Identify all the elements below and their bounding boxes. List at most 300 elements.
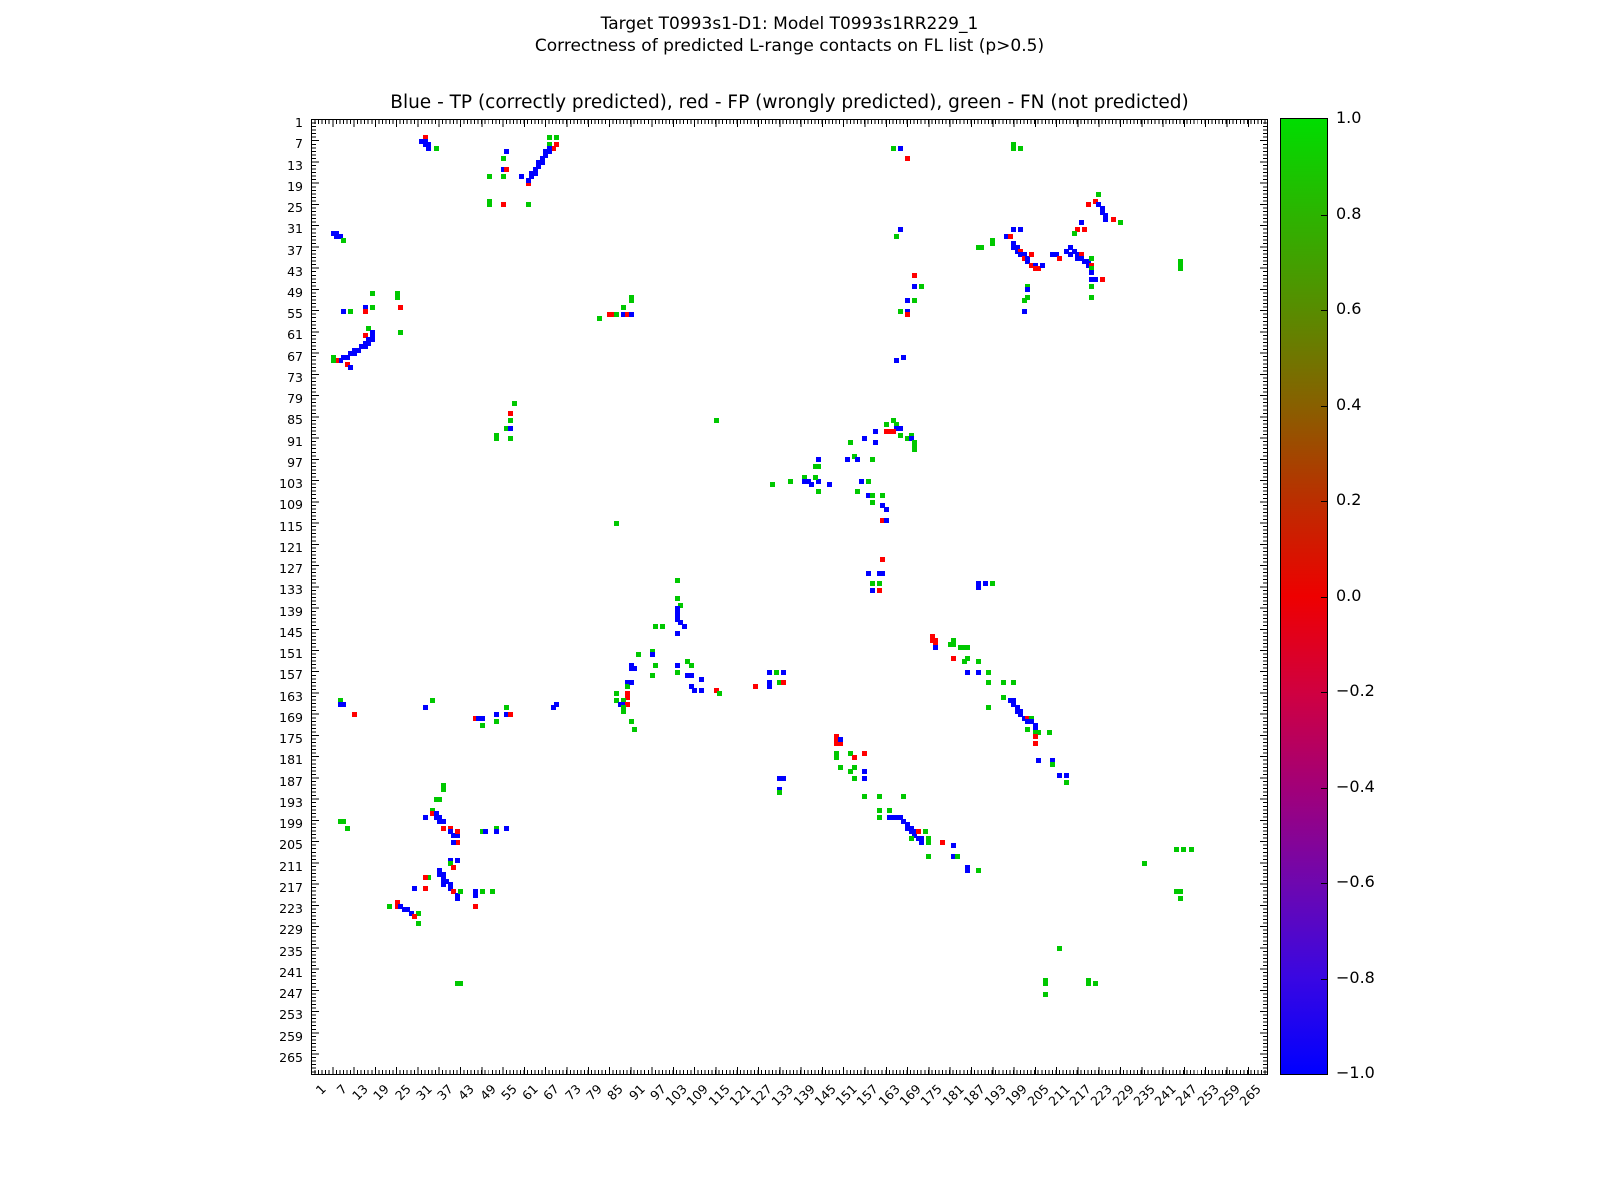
data-point xyxy=(621,709,626,714)
data-point xyxy=(781,680,786,685)
data-point xyxy=(919,284,924,289)
data-point xyxy=(1040,263,1045,268)
data-point xyxy=(1178,266,1183,271)
x-tick-label: 121 xyxy=(726,1081,754,1109)
data-point xyxy=(1174,847,1179,852)
data-point xyxy=(494,829,499,834)
data-point xyxy=(554,702,559,707)
data-point xyxy=(692,688,697,693)
data-point xyxy=(923,829,928,834)
x-tick-label: 265 xyxy=(1236,1081,1265,1109)
data-point xyxy=(834,755,839,760)
data-point xyxy=(437,797,442,802)
data-point xyxy=(848,769,853,774)
data-point xyxy=(898,309,903,314)
data-point xyxy=(675,663,680,668)
colorbar-tick xyxy=(1321,979,1327,980)
data-point xyxy=(636,652,641,657)
data-point xyxy=(717,691,722,696)
data-point xyxy=(976,585,981,590)
data-point xyxy=(894,358,899,363)
y-tick-label: 43 xyxy=(287,263,303,279)
data-point xyxy=(884,507,889,512)
data-point xyxy=(1086,202,1091,207)
data-point xyxy=(597,316,602,321)
x-tick-label: 91 xyxy=(625,1081,648,1104)
y-tick-label: 115 xyxy=(279,518,303,534)
data-point xyxy=(660,624,665,629)
data-point xyxy=(848,440,853,445)
colorbar-tick xyxy=(1321,883,1327,884)
data-point xyxy=(547,135,552,140)
colorbar-tick-label: −1.0 xyxy=(1336,1063,1375,1082)
colorbar-tick-label: −0.4 xyxy=(1336,776,1375,796)
bottom-axis-ticks xyxy=(312,1067,1267,1074)
data-point xyxy=(781,776,786,781)
data-point xyxy=(873,440,878,445)
data-point xyxy=(870,493,875,498)
data-point xyxy=(877,815,882,820)
data-point xyxy=(880,493,885,498)
data-point xyxy=(1181,847,1186,852)
data-point xyxy=(331,358,336,363)
y-tick-label: 193 xyxy=(279,794,303,810)
colorbar-tick-label: 1.0 xyxy=(1336,108,1362,127)
data-point xyxy=(458,889,463,894)
data-point xyxy=(554,135,559,140)
colorbar-tick-label: 0.2 xyxy=(1336,490,1362,509)
data-point xyxy=(675,631,680,636)
data-point xyxy=(1100,277,1105,282)
x-tick-label: 205 xyxy=(1024,1081,1052,1109)
data-point xyxy=(813,475,818,480)
data-point xyxy=(494,712,499,717)
data-point xyxy=(1001,695,1006,700)
data-point xyxy=(1093,277,1098,282)
data-point xyxy=(926,840,931,845)
x-tick-label: 247 xyxy=(1172,1081,1201,1109)
data-point xyxy=(898,426,903,431)
data-point xyxy=(912,447,917,452)
x-tick-label: 229 xyxy=(1109,1081,1137,1109)
x-tick-label: 43 xyxy=(455,1081,478,1104)
data-point xyxy=(370,305,375,310)
data-point xyxy=(1103,217,1108,222)
data-point xyxy=(1011,146,1016,151)
data-point xyxy=(870,581,875,586)
data-point xyxy=(494,436,499,441)
data-point xyxy=(1025,727,1030,732)
data-point xyxy=(955,854,960,859)
axes-title: Blue - TP (correctly predicted), red - FP (wrongly predicted), green - FN (not predicted) xyxy=(390,92,1189,113)
data-point xyxy=(1043,992,1048,997)
x-tick-label: 37 xyxy=(434,1081,457,1104)
y-tick-label: 61 xyxy=(287,327,303,343)
y-tick-label: 247 xyxy=(279,986,303,1002)
y-tick-label: 169 xyxy=(279,709,303,725)
data-point xyxy=(916,829,921,834)
data-point xyxy=(862,769,867,774)
data-point xyxy=(653,663,658,668)
colorbar-tick xyxy=(1321,310,1327,311)
data-point xyxy=(827,482,832,487)
data-point xyxy=(905,312,910,317)
right-axis-ticks xyxy=(1260,120,1267,1074)
x-tick-label: 199 xyxy=(1002,1081,1031,1109)
data-point xyxy=(480,716,485,721)
y-tick-label: 7 xyxy=(295,136,303,152)
data-point xyxy=(473,893,478,898)
data-point xyxy=(423,875,428,880)
data-point xyxy=(508,418,513,423)
x-tick-label: 7 xyxy=(333,1081,350,1098)
y-tick-label: 223 xyxy=(279,901,303,917)
x-tick-label: 175 xyxy=(917,1081,946,1109)
data-point xyxy=(838,765,843,770)
data-point xyxy=(689,663,694,668)
y-tick-label: 187 xyxy=(279,773,303,789)
x-tick-label: 157 xyxy=(853,1081,882,1109)
data-point xyxy=(880,557,885,562)
data-point xyxy=(933,645,938,650)
x-tick-label: 139 xyxy=(790,1081,818,1109)
x-tick-label: 55 xyxy=(497,1081,520,1104)
x-tick-label: 181 xyxy=(938,1081,967,1109)
data-point xyxy=(870,457,875,462)
data-point xyxy=(487,202,492,207)
data-point xyxy=(341,702,346,707)
data-point xyxy=(714,418,719,423)
data-point xyxy=(341,238,346,243)
y-tick-label: 37 xyxy=(287,242,303,258)
data-point xyxy=(898,227,903,232)
data-point xyxy=(990,241,995,246)
data-point xyxy=(859,479,864,484)
data-point xyxy=(1022,298,1027,303)
data-point xyxy=(1072,231,1077,236)
data-point xyxy=(614,521,619,526)
x-tick-label: 115 xyxy=(705,1081,733,1109)
x-tick-label: 85 xyxy=(604,1081,627,1104)
data-point xyxy=(986,680,991,685)
data-point xyxy=(352,351,357,356)
data-point xyxy=(1178,896,1183,901)
x-tick-label: 253 xyxy=(1194,1081,1222,1109)
data-point xyxy=(512,401,517,406)
data-point xyxy=(455,896,460,901)
data-point xyxy=(653,624,658,629)
data-point xyxy=(650,673,655,678)
data-point xyxy=(816,464,821,469)
data-point xyxy=(891,429,896,434)
data-point xyxy=(855,457,860,462)
x-tick-label: 163 xyxy=(875,1081,903,1109)
data-point xyxy=(781,670,786,675)
data-point xyxy=(675,578,680,583)
data-point xyxy=(1089,284,1094,289)
data-point xyxy=(965,670,970,675)
data-point xyxy=(905,156,910,161)
data-point xyxy=(884,422,889,427)
colorbar-tick xyxy=(1321,788,1327,789)
data-point xyxy=(494,719,499,724)
data-point xyxy=(423,815,428,820)
colorbar-tick xyxy=(1321,501,1327,502)
y-tick-label: 175 xyxy=(279,731,303,747)
data-point xyxy=(455,829,460,834)
data-point xyxy=(699,688,704,693)
data-point xyxy=(1047,730,1052,735)
x-tick-label: 127 xyxy=(747,1081,776,1109)
data-point xyxy=(1096,192,1101,197)
data-point xyxy=(629,719,634,724)
colorbar-tick-label: −0.8 xyxy=(1336,967,1375,987)
data-point xyxy=(873,429,878,434)
data-point xyxy=(877,588,882,593)
x-tick-label: 31 xyxy=(412,1081,435,1104)
data-point xyxy=(430,698,435,703)
data-point xyxy=(1029,252,1034,257)
data-point xyxy=(441,819,446,824)
data-point xyxy=(387,904,392,909)
x-tick-label: 1 xyxy=(312,1081,329,1098)
data-point xyxy=(767,670,772,675)
data-point xyxy=(877,581,882,586)
figure-title-line2: Correctness of predicted L-range contacts on FL list (p>0.5) xyxy=(534,36,1045,56)
y-tick-label: 151 xyxy=(279,646,303,662)
data-point xyxy=(976,868,981,873)
x-tick-label: 241 xyxy=(1151,1081,1180,1109)
figure-title-line1: Target T0993s1-D1: Model T0993s1RR229_1 xyxy=(600,14,979,34)
x-tick-label: 67 xyxy=(540,1081,563,1104)
data-point xyxy=(363,309,368,314)
x-tick-label: 211 xyxy=(1045,1081,1073,1109)
data-point xyxy=(986,670,991,675)
data-point xyxy=(480,889,485,894)
y-tick-label: 97 xyxy=(287,454,303,470)
data-point xyxy=(983,581,988,586)
data-point xyxy=(504,826,509,831)
data-point xyxy=(1089,295,1094,300)
data-point xyxy=(948,642,953,647)
data-point xyxy=(951,843,956,848)
data-point xyxy=(962,659,967,664)
data-point xyxy=(614,691,619,696)
x-tick-label: 145 xyxy=(811,1081,839,1109)
y-tick-label: 49 xyxy=(287,284,303,300)
data-point xyxy=(1093,981,1098,986)
data-point xyxy=(912,273,917,278)
data-point xyxy=(1050,762,1055,767)
x-tick-label: 49 xyxy=(476,1081,499,1104)
data-point xyxy=(650,652,655,657)
data-point xyxy=(458,981,463,986)
data-point xyxy=(345,355,350,360)
data-point xyxy=(632,727,637,732)
data-point xyxy=(901,794,906,799)
data-point xyxy=(870,588,875,593)
data-point xyxy=(1033,741,1038,746)
data-point xyxy=(894,234,899,239)
y-tick-label: 73 xyxy=(287,369,303,385)
data-point xyxy=(940,840,945,845)
y-tick-label: 181 xyxy=(279,752,303,768)
y-tick-label: 253 xyxy=(279,1007,303,1023)
data-point xyxy=(852,776,857,781)
data-point xyxy=(441,787,446,792)
x-tick-label: 169 xyxy=(896,1081,924,1109)
data-point xyxy=(1001,680,1006,685)
data-point xyxy=(1043,981,1048,986)
data-point xyxy=(816,489,821,494)
y-tick-label: 19 xyxy=(287,178,303,194)
data-point xyxy=(504,149,509,154)
x-tick-label: 79 xyxy=(583,1081,605,1104)
data-point xyxy=(965,868,970,873)
x-tick-label: 13 xyxy=(349,1081,371,1104)
data-point xyxy=(1025,287,1030,292)
data-point xyxy=(951,656,956,661)
data-point xyxy=(816,457,821,462)
data-point xyxy=(1118,220,1123,225)
colorbar-tick-label: 0.4 xyxy=(1336,394,1362,414)
data-point xyxy=(877,794,882,799)
data-point xyxy=(891,146,896,151)
y-tick-label: 13 xyxy=(287,157,303,173)
data-point xyxy=(770,482,775,487)
colorbar xyxy=(1280,118,1328,1075)
data-point xyxy=(483,829,488,834)
data-point xyxy=(504,167,509,172)
data-point xyxy=(426,146,431,151)
data-point xyxy=(341,309,346,314)
data-point xyxy=(352,712,357,717)
data-point xyxy=(919,840,924,845)
data-point xyxy=(976,670,981,675)
data-point xyxy=(1018,227,1023,232)
top-axis-ticks xyxy=(312,120,1267,127)
colorbar-tick xyxy=(1321,215,1327,216)
y-tick-label: 145 xyxy=(279,624,303,640)
data-point xyxy=(423,705,428,710)
colorbar-tick xyxy=(1321,406,1327,407)
data-point xyxy=(788,479,793,484)
colorbar-tick-label: 0.8 xyxy=(1336,203,1362,223)
data-point xyxy=(1064,780,1069,785)
data-point xyxy=(621,305,626,310)
data-point xyxy=(898,433,903,438)
data-point xyxy=(909,836,914,841)
y-tick-label: 109 xyxy=(279,497,303,513)
y-tick-label: 31 xyxy=(287,221,303,237)
data-point xyxy=(852,755,857,760)
data-point xyxy=(434,146,439,151)
data-point xyxy=(473,904,478,909)
colorbar-tick-label: 0.0 xyxy=(1336,585,1362,605)
data-point xyxy=(398,305,403,310)
data-point xyxy=(862,776,867,781)
data-point xyxy=(884,518,889,523)
colorbar-tick-label: 0.6 xyxy=(1336,299,1362,318)
data-point xyxy=(877,808,882,813)
x-tick-label: 259 xyxy=(1215,1081,1243,1109)
data-point xyxy=(1089,256,1094,261)
data-point xyxy=(682,624,687,629)
colorbar-tick xyxy=(1321,597,1327,598)
data-point xyxy=(1178,889,1183,894)
data-point xyxy=(1086,981,1091,986)
data-point xyxy=(412,886,417,891)
data-point xyxy=(632,666,637,671)
y-tick-label: 205 xyxy=(279,837,303,853)
x-tick-label: 235 xyxy=(1130,1081,1158,1109)
data-point xyxy=(501,174,506,179)
data-point xyxy=(898,146,903,151)
data-point xyxy=(901,355,906,360)
data-point xyxy=(926,854,931,859)
data-point xyxy=(526,202,531,207)
data-point xyxy=(1008,234,1013,239)
data-point xyxy=(487,174,492,179)
data-point xyxy=(398,330,403,335)
data-point xyxy=(1189,847,1194,852)
data-point xyxy=(1111,217,1116,222)
x-tick-label: 187 xyxy=(960,1081,988,1109)
data-point xyxy=(1036,758,1041,763)
data-point xyxy=(976,659,981,664)
y-tick-label: 199 xyxy=(279,816,303,832)
data-point xyxy=(962,645,967,650)
y-tick-label: 121 xyxy=(279,539,303,555)
data-point xyxy=(1068,252,1073,257)
data-point xyxy=(441,826,446,831)
data-point xyxy=(1057,946,1062,951)
data-point xyxy=(629,680,634,685)
data-point xyxy=(862,436,867,441)
data-point xyxy=(838,737,843,742)
colorbar-tick xyxy=(1321,692,1327,693)
data-point xyxy=(1022,309,1027,314)
data-point xyxy=(504,705,509,710)
y-tick-label: 25 xyxy=(287,200,303,216)
x-tick-label: 109 xyxy=(683,1081,712,1109)
y-tick-label: 55 xyxy=(287,306,303,322)
data-point xyxy=(501,202,506,207)
data-point xyxy=(341,819,346,824)
data-point xyxy=(451,865,456,870)
x-tick-label: 103 xyxy=(662,1081,690,1109)
data-point xyxy=(887,808,892,813)
data-point xyxy=(412,914,417,919)
data-point xyxy=(1011,227,1016,232)
data-point xyxy=(363,344,368,349)
y-tick-label: 139 xyxy=(279,603,303,619)
data-point xyxy=(675,596,680,601)
data-point xyxy=(845,457,850,462)
y-tick-label: 259 xyxy=(279,1028,303,1044)
data-point xyxy=(986,705,991,710)
y-tick-label: 157 xyxy=(279,667,303,683)
x-tick-label: 25 xyxy=(391,1081,414,1104)
y-tick-label: 217 xyxy=(279,879,303,895)
data-point xyxy=(1082,227,1087,232)
data-point xyxy=(423,886,428,891)
data-point xyxy=(870,500,875,505)
data-point xyxy=(480,723,485,728)
data-point xyxy=(979,245,984,250)
data-point xyxy=(614,312,619,317)
colorbar-tick-label: −0.6 xyxy=(1336,872,1375,891)
